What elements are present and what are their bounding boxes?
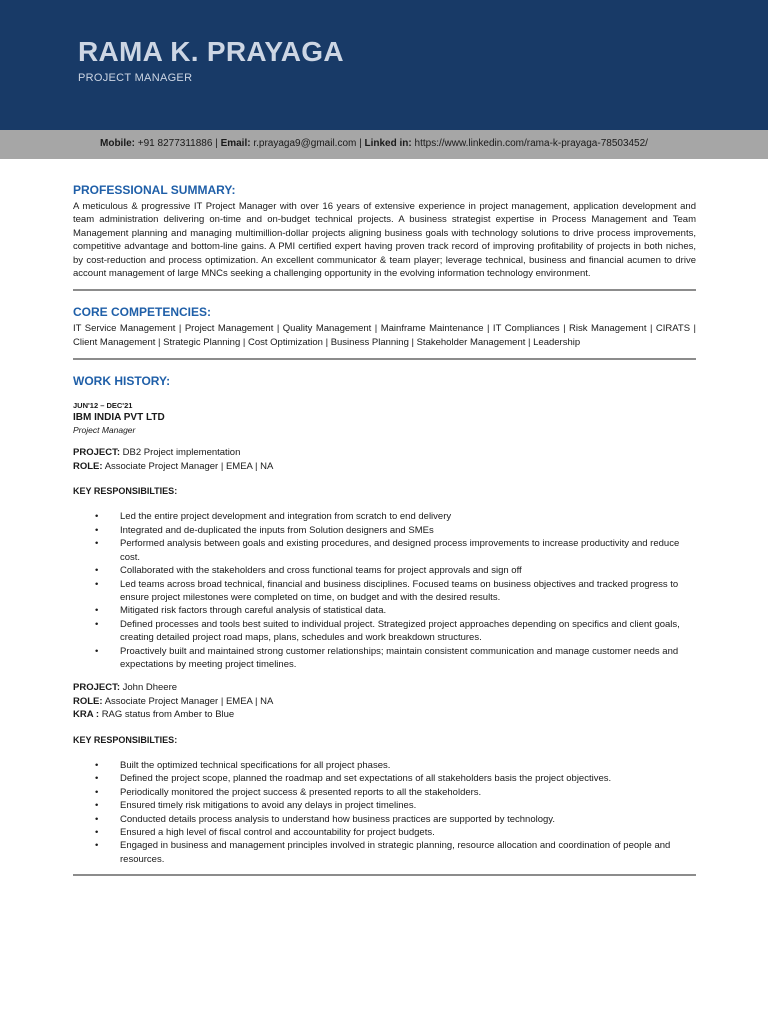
project-label: PROJECT:	[73, 682, 120, 694]
responsibilities-list	[73, 759, 696, 866]
list-item: • Led teams across broad technical, financial and business disciplines. Focused teams on business objectives and tracked progress to ensure project milestones were completed on time, on budget and with the desired results.	[95, 578, 679, 603]
resume-body	[73, 183, 696, 876]
summary-heading: PROFESSIONAL SUMMARY:	[73, 183, 236, 197]
work-history-section	[73, 374, 696, 876]
project-line	[73, 681, 696, 694]
project-name: DB2 Project implementation	[122, 447, 241, 459]
list-item: • Led the entire project development and integration from scratch to end delivery	[95, 511, 452, 523]
job-position: Project Manager	[73, 425, 136, 436]
list-item: • Defined the project scope, planned the roadmap and set expectations of all stakeholders basis the project objectives.	[95, 773, 612, 785]
list-item: • Defined processes and tools best suited to individual project. Strategized project approaches depending on specifics and client goals, creating detailed project road maps, plans, schedules and work breakdown structures.	[95, 618, 680, 644]
list-item: • Integrated and de-duplicated the inputs from Solution designers and SMEs	[95, 524, 434, 536]
contact-separator: |	[212, 138, 221, 149]
bullet-icon: •	[95, 645, 99, 657]
project-name: John Dheere	[122, 682, 178, 694]
competencies-text: IT Service Management | Project Management | Quality Management | Mainframe Maintenance | IT Compliances | Risk Management | CIRATS | Client Management | Strategic Planning | Cost Optimization | Business Planning | Stakeholder Management | Leadership	[73, 323, 696, 348]
kra-label: KRA :	[73, 709, 100, 721]
mobile-label: Mobile:	[100, 138, 135, 149]
role-label: ROLE:	[73, 460, 103, 472]
role-label: ROLE:	[73, 695, 103, 707]
role-line	[73, 695, 696, 708]
company-name: IBM INDIA PVT LTD	[73, 412, 165, 424]
bullet-icon: •	[95, 618, 99, 630]
role-value: Associate Project Manager | EMEA | NA	[104, 460, 274, 472]
bullet-icon: •	[95, 511, 99, 523]
list-item: • Collaborated with the stakeholders and cross functional teams for project approvals and sign off	[95, 565, 522, 577]
bullet-icon: •	[95, 786, 99, 798]
candidate-title: PROJECT MANAGER	[78, 72, 193, 84]
list-item: • Ensured a high level of fiscal control and accountability for project budgets.	[95, 827, 435, 838]
competencies-heading: CORE COMPETENCIES:	[73, 305, 212, 320]
kra-value: RAG status from Amber to Blue	[101, 709, 235, 721]
bullet-icon: •	[95, 759, 99, 771]
kra-line	[73, 708, 696, 721]
bullet-icon: •	[95, 840, 99, 852]
email-label: Email:	[220, 138, 251, 149]
list-item: • Ensured timely risk mitigations to avoid any delays in project timelines.	[95, 800, 417, 812]
job-date-range: JUN'12 – DEC'21	[73, 401, 133, 411]
bullet-icon: •	[95, 827, 99, 838]
core-competencies-section	[73, 305, 696, 360]
candidate-name: RAMA K. PRAYAGA	[78, 36, 344, 67]
linkedin-label: Linked in:	[364, 138, 412, 149]
bullet-icon: •	[95, 813, 99, 825]
bullet-icon: •	[95, 578, 99, 590]
bullet-icon: •	[95, 773, 99, 785]
bullet-icon: •	[95, 605, 99, 617]
bullet-icon: •	[95, 538, 99, 550]
list-item: • Periodically monitored the project success & presented reports to all the stakeholders.	[95, 786, 482, 798]
linkedin-link[interactable]: https://www.linkedin.com/rama-k-prayaga-78503452/	[414, 138, 648, 149]
project-block-2	[73, 681, 696, 876]
list-item: • Engaged in business and management principles involved in strategic planning, resource allocation and coordination of people and resources.	[95, 840, 671, 865]
summary-text: A meticulous & progressive IT Project Manager with over 16 years of extensive experience in project management, application development and team administration delivering on-time and on-budget technical projects. A business strategist expertise in Process Management and Team Management planning and managing multimillion-dollar projects aligning business goals with technology solutions to drive process improvements, competitive advantage and bottom-line gains. A PMI certified expert having proven track record of improving profitability of projects in both niches, by cost-reduction and process optimization. An excellent communicator & team player; leverage technical, business and financial acumen to drive account management of large MNCs seeking a challenging opportunity in the evolving information technology environment.	[73, 201, 696, 280]
key-responsibilities-heading: KEY RESPONSIBILTIES:	[73, 734, 178, 745]
work-history-heading: WORK HISTORY:	[73, 374, 171, 389]
mobile-number: +91 8277311886	[137, 138, 213, 149]
project-block-1	[73, 446, 696, 671]
professional-summary-section	[73, 183, 696, 291]
list-item: • Performed analysis between goals and existing procedures, and designed process improvements to increase productivity and reduce cost.	[95, 538, 680, 563]
bullet-icon: •	[95, 524, 99, 536]
project-label: PROJECT:	[73, 447, 120, 459]
project-line	[73, 446, 696, 459]
role-line	[73, 460, 696, 473]
key-responsibilities-heading: KEY RESPONSIBILTIES:	[73, 486, 178, 497]
responsibilities-list	[73, 510, 696, 671]
bullet-icon: •	[95, 800, 99, 812]
header-banner	[0, 0, 768, 130]
role-value: Associate Project Manager | EMEA | NA	[104, 695, 274, 707]
contact-line	[100, 138, 648, 149]
list-item: • Conducted details process analysis to understand how business practices are supported by technology.	[95, 813, 555, 825]
bullet-icon: •	[95, 565, 99, 577]
list-item: • Built the optimized technical specifications for all project phases.	[95, 759, 391, 771]
contact-bar	[0, 130, 768, 159]
section-divider	[73, 874, 696, 876]
list-item: • Mitigated risk factors through careful analysis of statistical data.	[95, 605, 387, 617]
contact-separator: |	[356, 138, 365, 149]
list-item: • Proactively built and maintained strong customer relationships; maintain consistent communication and manage customer needs and expectations by meeting project timelines.	[95, 645, 679, 670]
email-link[interactable]: r.prayaga9@gmail.com	[253, 138, 357, 149]
